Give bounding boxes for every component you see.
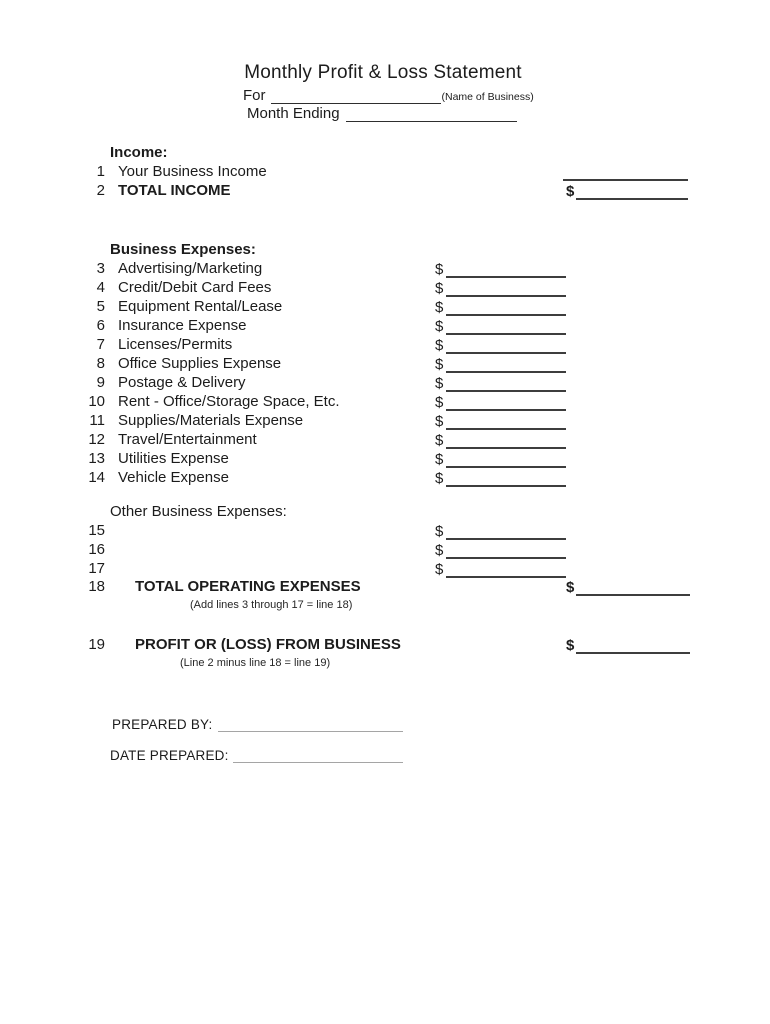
profit-loss-row xyxy=(0,635,770,654)
expense-row-10 xyxy=(0,392,770,411)
line-number: 4 xyxy=(96,279,105,296)
amount-field[interactable] xyxy=(446,559,566,578)
dollar-sign: $ xyxy=(435,356,444,373)
expense-amount xyxy=(435,259,566,278)
expense-amount xyxy=(435,411,566,430)
expense-label: Licenses/Permits xyxy=(118,336,233,353)
income-label: Your Business Income xyxy=(118,163,267,180)
expense-row-5 xyxy=(0,297,770,316)
line-number: 14 xyxy=(88,469,105,486)
expense-amount xyxy=(435,297,566,316)
dollar-sign: $ xyxy=(435,280,444,297)
dollar-sign: $ xyxy=(435,542,444,559)
dollar-sign: $ xyxy=(435,561,444,578)
expense-amount xyxy=(435,449,566,468)
dollar-sign: $ xyxy=(435,432,444,449)
profit-loss-amount-field[interactable] xyxy=(576,635,690,654)
expense-amount xyxy=(435,373,566,392)
expense-row-14 xyxy=(0,468,770,487)
expense-row-13 xyxy=(0,449,770,468)
for-label: For xyxy=(243,87,266,104)
month-ending-field[interactable] xyxy=(346,106,517,122)
total-income-label: TOTAL INCOME xyxy=(118,182,231,199)
expense-row-12 xyxy=(0,430,770,449)
dollar-sign: $ xyxy=(435,394,444,411)
business-income-amount-field[interactable] xyxy=(563,162,688,181)
date-prepared-field[interactable] xyxy=(233,748,403,763)
expense-label: Credit/Debit Card Fees xyxy=(118,279,272,296)
expense-label: Vehicle Expense xyxy=(118,469,229,486)
expense-amount xyxy=(435,392,566,411)
other-expense-row-16 xyxy=(0,540,770,559)
dollar-sign: $ xyxy=(435,451,444,468)
expense-label: Insurance Expense xyxy=(118,317,247,334)
month-ending-row xyxy=(247,105,517,122)
dollar-sign: $ xyxy=(435,318,444,335)
amount-field[interactable] xyxy=(446,297,566,316)
dollar-sign: $ xyxy=(435,375,444,392)
dollar-sign: $ xyxy=(435,261,444,278)
expense-row-3 xyxy=(0,259,770,278)
dollar-sign: $ xyxy=(435,523,444,540)
expense-label: Travel/Entertainment xyxy=(118,431,257,448)
line-number: 6 xyxy=(96,317,105,334)
line-number: 5 xyxy=(96,298,105,315)
dollar-sign: $ xyxy=(435,470,444,487)
amount-field[interactable] xyxy=(446,430,566,449)
dollar-sign: $ xyxy=(566,579,575,596)
expense-amount xyxy=(435,559,566,578)
expense-amount xyxy=(435,354,566,373)
dollar-sign: $ xyxy=(435,299,444,316)
expense-label: Utilities Expense xyxy=(118,450,229,467)
total-operating-amount-field[interactable] xyxy=(576,577,690,596)
amount-field[interactable] xyxy=(446,335,566,354)
line-number: 11 xyxy=(89,412,105,429)
expense-row-6 xyxy=(0,316,770,335)
total-operating-expenses-label: TOTAL OPERATING EXPENSES xyxy=(135,578,361,595)
page-title: Monthly Profit & Loss Statement xyxy=(244,62,522,83)
date-prepared-row xyxy=(110,748,403,763)
profit-loss-note: (Line 2 minus line 18 = line 19) xyxy=(180,657,331,669)
dollar-sign: $ xyxy=(435,413,444,430)
business-name-row xyxy=(243,87,534,104)
prepared-by-row xyxy=(112,717,403,732)
amount-field[interactable] xyxy=(446,521,566,540)
line-number: 10 xyxy=(88,393,105,410)
expense-label: Supplies/Materials Expense xyxy=(118,412,304,429)
total-operating-amount xyxy=(563,577,690,596)
line-number: 1 xyxy=(96,163,105,180)
month-ending-label: Month Ending xyxy=(247,105,340,122)
other-expense-row-15 xyxy=(0,521,770,540)
expense-row-9 xyxy=(0,373,770,392)
expense-row-7 xyxy=(0,335,770,354)
income-row-2 xyxy=(0,181,770,200)
expense-label: Advertising/Marketing xyxy=(118,260,263,277)
business-name-field[interactable] xyxy=(271,88,441,104)
line-number: 13 xyxy=(88,450,105,467)
prepared-by-field[interactable] xyxy=(218,717,403,732)
expense-row-11 xyxy=(0,411,770,430)
amount-field[interactable] xyxy=(446,278,566,297)
expense-amount xyxy=(435,521,566,540)
expense-amount xyxy=(435,278,566,297)
name-of-business-note: (Name of Business) xyxy=(441,91,534,103)
expense-amount xyxy=(435,430,566,449)
amount-field[interactable] xyxy=(446,354,566,373)
expense-amount xyxy=(435,335,566,354)
expense-row-8 xyxy=(0,354,770,373)
total-income-amount xyxy=(563,181,688,200)
other-expenses-heading: Other Business Expenses: xyxy=(110,503,287,520)
prepared-by-label: PREPARED BY: xyxy=(112,717,213,732)
other-expense-row-17 xyxy=(0,559,770,578)
expense-amount xyxy=(435,316,566,335)
total-income-amount-field[interactable] xyxy=(576,181,688,200)
amount-field[interactable] xyxy=(446,411,566,430)
line-number: 16 xyxy=(88,541,105,558)
total-operating-note: (Add lines 3 through 17 = line 18) xyxy=(190,599,353,611)
amount-field[interactable] xyxy=(446,468,566,487)
total-operating-expenses-row xyxy=(0,577,770,596)
expense-label: Postage & Delivery xyxy=(118,374,246,391)
line-number: 7 xyxy=(96,336,105,353)
expense-label: Office Supplies Expense xyxy=(118,355,282,372)
line-number: 17 xyxy=(88,560,105,577)
dollar-sign: $ xyxy=(566,637,575,654)
line-number: 18 xyxy=(88,578,105,595)
line-number: 2 xyxy=(96,182,105,199)
expense-amount xyxy=(435,468,566,487)
business-expenses-heading: Business Expenses: xyxy=(110,241,256,258)
expense-row-4 xyxy=(0,278,770,297)
expense-label: Equipment Rental/Lease xyxy=(118,298,283,315)
amount-field[interactable] xyxy=(446,259,566,278)
amount-field[interactable] xyxy=(446,373,566,392)
profit-loss-amount xyxy=(563,635,690,654)
income-heading: Income: xyxy=(110,144,168,161)
income-row-1 xyxy=(0,162,770,181)
line-number: 15 xyxy=(88,522,105,539)
dollar-sign: $ xyxy=(566,183,575,200)
expense-label: Rent - Office/Storage Space, Etc. xyxy=(118,393,340,410)
amount-field[interactable] xyxy=(446,392,566,411)
line-number: 19 xyxy=(88,636,105,653)
line-number: 8 xyxy=(96,355,105,372)
line-number: 12 xyxy=(88,431,105,448)
dollar-sign: $ xyxy=(435,337,444,354)
date-prepared-label: DATE PREPARED: xyxy=(110,748,229,763)
line-number: 9 xyxy=(96,374,105,391)
profit-loss-label: PROFIT OR (LOSS) FROM BUSINESS xyxy=(135,636,401,653)
amount-field[interactable] xyxy=(446,316,566,335)
amount-field[interactable] xyxy=(446,449,566,468)
expense-amount xyxy=(435,540,566,559)
line-number: 3 xyxy=(96,260,105,277)
amount-field[interactable] xyxy=(446,540,566,559)
